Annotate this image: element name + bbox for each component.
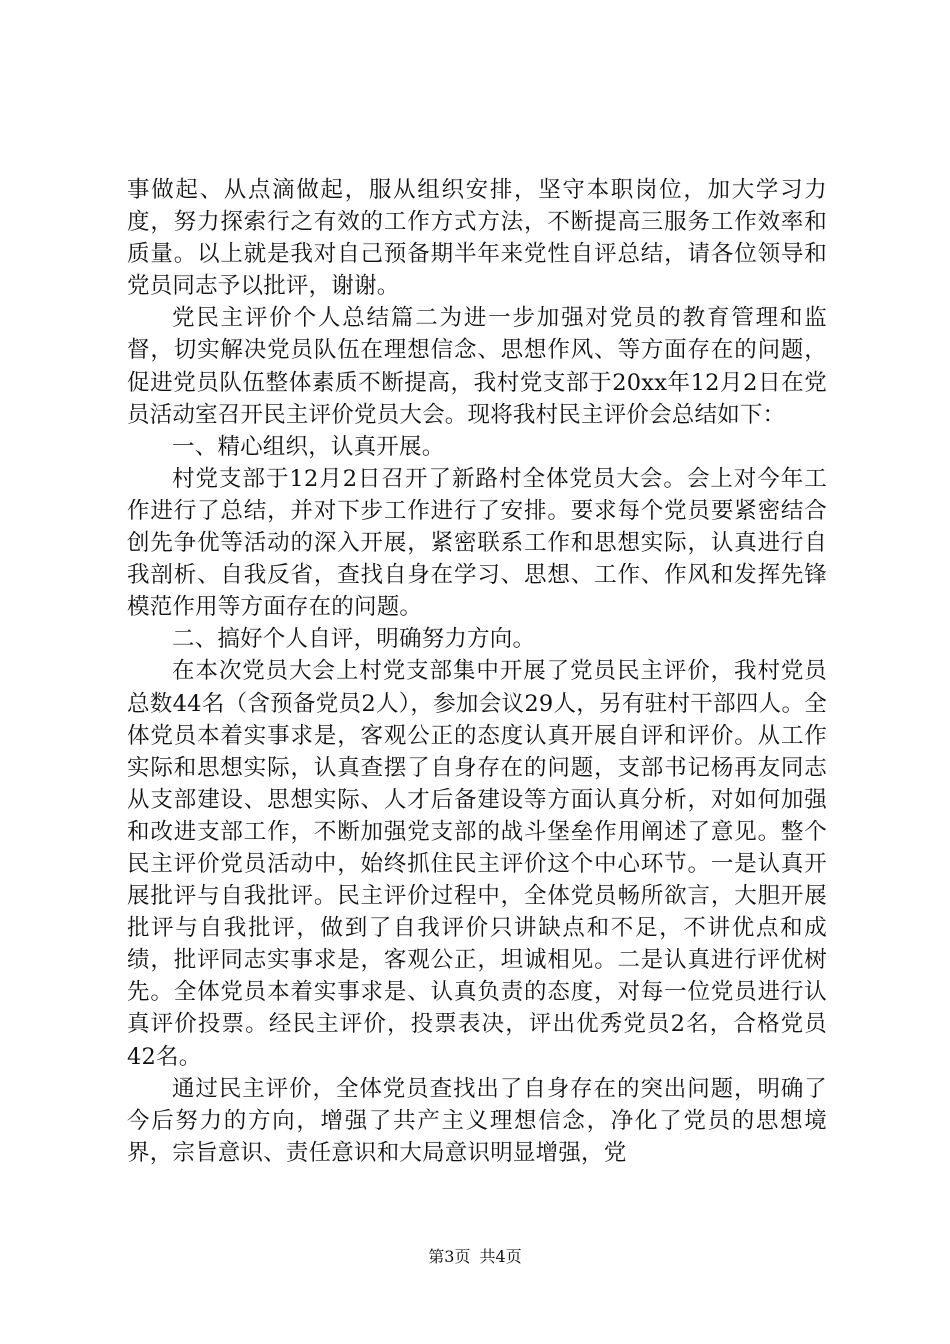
paragraph-conclusion: 通过民主评价，全体党员查找出了自身存在的突出问题，明确了今后努力的方向，增强了共产主义理想信念，净化了党员的思想境界，宗旨意识、责任意识和大局意识明显增强，党 xyxy=(127,1075,827,1166)
section-heading-1: 一、精心组织，认真开展。 xyxy=(172,433,445,460)
paragraph-continuation: 事做起、从点滴做起，服从组织安排，坚守本职岗位，加大学习力度，努力探索行之有效的工作方式方法，不断提高三服务工作效率和质量。以上就是我对自己预备期半年来党性自评总结，请各位领导和党员同志予以批评，谢谢。 xyxy=(127,177,827,300)
document-body xyxy=(127,174,827,1169)
paragraph-intro: 党民主评价个人总结篇二为进一步加强对党员的教育管理和监督，切实解决党员队伍在理想信念、思想作风、等方面存在的问题，促进党员队伍整体素质不断提高，我村党支部于20xx年12月2日在党员活动室召开民主评价党员大会。现将我村民主评价会总结如下： xyxy=(127,305,827,428)
page-number: 第3页 xyxy=(428,1247,471,1266)
page-footer xyxy=(0,1244,950,1267)
page-total: 共4页 xyxy=(479,1247,522,1266)
section-heading-2: 二、搞好个人自评，明确努力方向。 xyxy=(172,626,536,653)
paragraph-section-1: 村党支部于12月2日召开了新路村全体党员大会。会上对今年工作进行了总结，并对下步工作进行了安排。要求每个党员要紧密结合创先争优等活动的深入开展，紧密联系工作和思想实际，认真进行自我剖析、自我反省，查找自身在学习、思想、工作、作风和发挥先锋模范作用等方面存在的问题。 xyxy=(127,465,827,621)
paragraph-section-2: 在本次党员大会上村党支部集中开展了党员民主评价，我村党员总数44名（含预备党员2人），参加会议29人，另有驻村干部四人。全体党员本着实事求是，客观公正的态度认真开展自评和评价。从工作实际和思想实际，认真查摆了自身存在的问题，支部书记杨再友同志从支部建设、思想实际、人才后备建设等方面认真分析，对如何加强和改进支部工作，不断加强党支部的战斗堡垒作用阐述了意见。整个民主评价党员活动中，始终抓住民主评价这个中心环节。一是认真开展批评与自我批评。民主评价过程中，全体党员畅所欲言，大胆开展批评与自我批评，做到了自我评价只讲缺点和不足，不讲优点和成绩，批评同志实事求是，客观公正，坦诚相见。二是认真进行评优树先。全体党员本着实事求是、认真负责的态度，对每一位党员进行认真评价投票。经民主评价，投票表决，评出优秀党员2名，合格党员42名。 xyxy=(127,658,827,1070)
